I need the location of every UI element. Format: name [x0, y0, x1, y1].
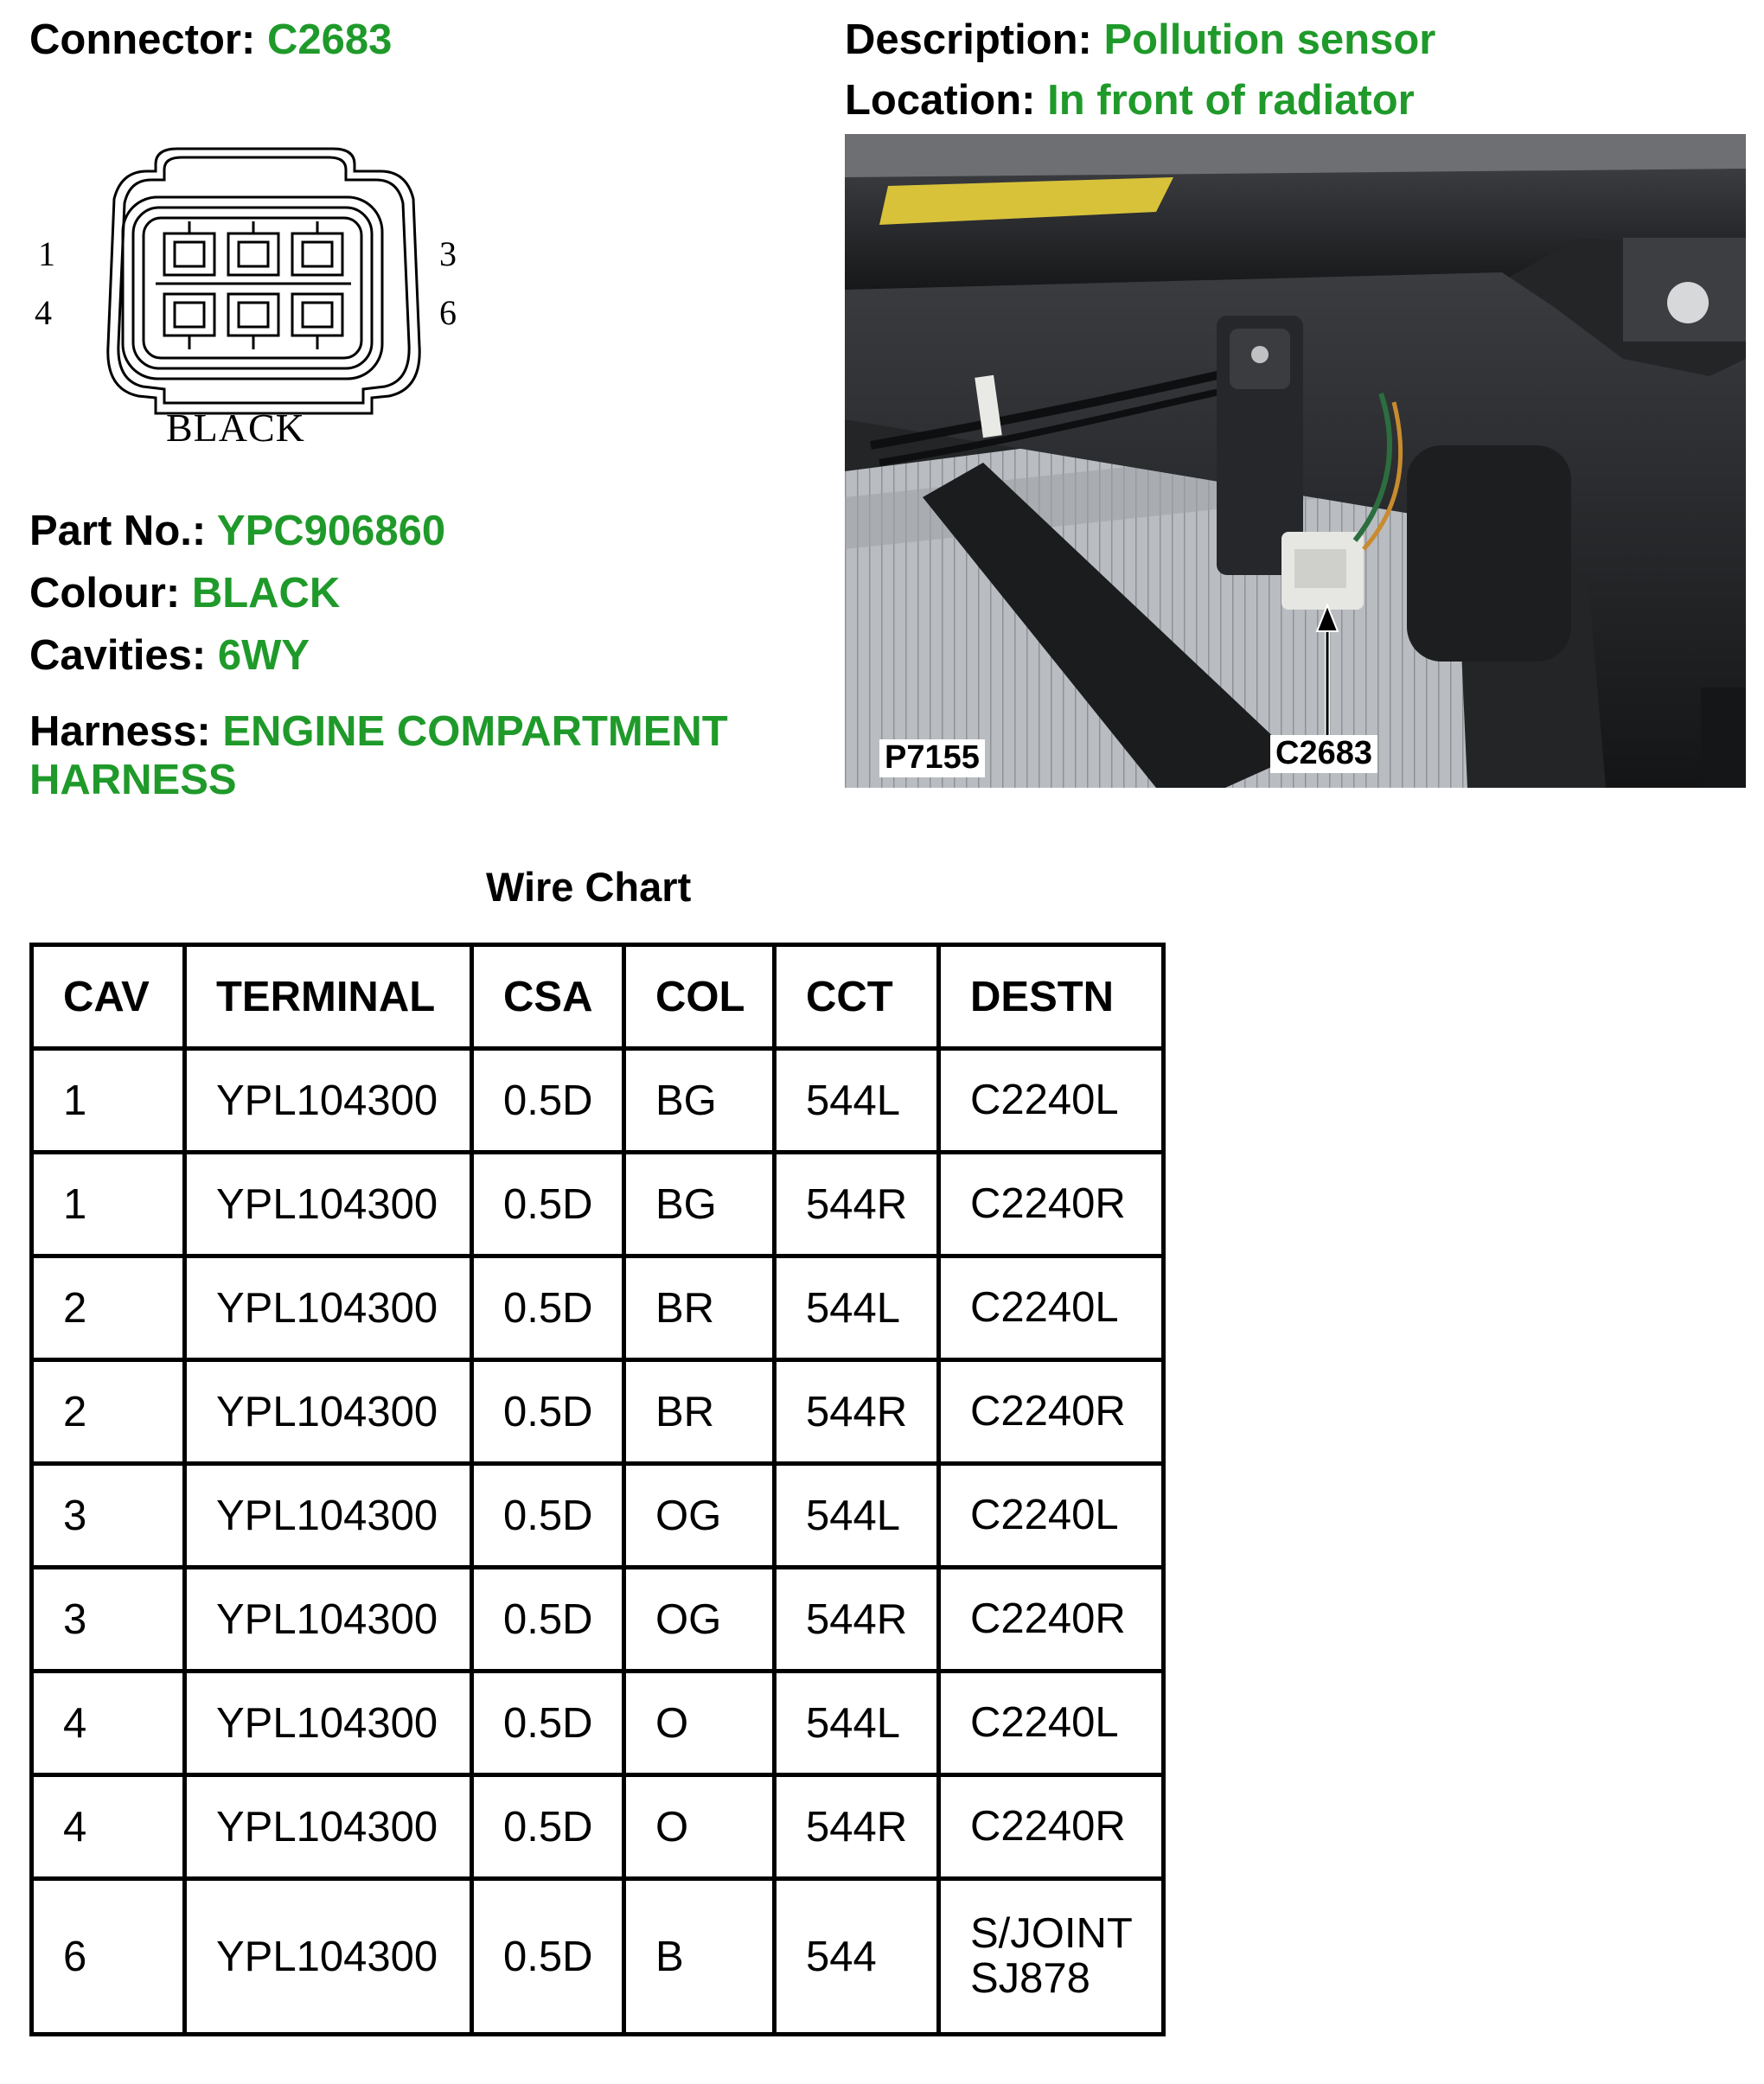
cav-cell: 3: [32, 1464, 185, 1568]
destn-line: C2240L: [970, 1076, 1119, 1123]
csa-cell: 0.5D: [472, 1049, 624, 1153]
column-header: CAV: [32, 945, 185, 1049]
destn-line: C2240R: [970, 1179, 1126, 1227]
csa-cell: 0.5D: [472, 1360, 624, 1464]
table-header-row: [32, 945, 1164, 1049]
table-row: [32, 1049, 1164, 1153]
destn-line: C2240R: [970, 1802, 1126, 1850]
part-no-field: [29, 507, 445, 555]
col-cell: O: [624, 1775, 775, 1879]
cav-cell: 3: [32, 1568, 185, 1672]
cct-cell: 544R: [775, 1568, 939, 1672]
table-row: [32, 1464, 1164, 1568]
csa-cell: 0.5D: [472, 1256, 624, 1360]
cct-cell: 544L: [775, 1672, 939, 1775]
cavities-field: [29, 631, 310, 680]
photo-reference-label: P7155: [879, 739, 985, 777]
destn-cell: [939, 1360, 1164, 1464]
cav-cell: 2: [32, 1360, 185, 1464]
connector-value: C2683: [266, 16, 393, 63]
location-value: In front of radiator: [1047, 77, 1415, 124]
destn-cell: [939, 1049, 1164, 1153]
terminal-cell: YPL104300: [185, 1568, 472, 1672]
pin-label: 1: [38, 234, 55, 273]
wire-chart-title: Wire Chart: [486, 864, 692, 910]
table-row: [32, 1879, 1164, 2035]
cav-cell: 1: [32, 1049, 185, 1153]
col-cell: O: [624, 1672, 775, 1775]
harness-value-line1: ENGINE COMPARTMENT: [222, 708, 728, 755]
connector-label: Connector:: [29, 16, 256, 63]
terminal-cell: YPL104300: [185, 1672, 472, 1775]
col-cell: BR: [624, 1256, 775, 1360]
photo-callout-label: C2683: [1270, 735, 1377, 773]
destn-cell: [939, 1672, 1164, 1775]
cavities-value: 6WY: [217, 632, 310, 679]
cct-cell: 544R: [775, 1153, 939, 1256]
destn-cell: [939, 1464, 1164, 1568]
diagram-colour-label: BLACK: [166, 406, 305, 450]
column-header: CSA: [472, 945, 624, 1049]
destn-cell: [939, 1775, 1164, 1879]
destn-cell: [939, 1153, 1164, 1256]
col-cell: OG: [624, 1568, 775, 1672]
connector-field: [29, 16, 392, 64]
cav-cell: 6: [32, 1879, 185, 2035]
description-value: Pollution sensor: [1103, 16, 1436, 63]
col-cell: BG: [624, 1049, 775, 1153]
location-photo: [845, 134, 1746, 788]
csa-cell: 0.5D: [472, 1775, 624, 1879]
csa-cell: 0.5D: [472, 1672, 624, 1775]
harness-label: Harness:: [29, 708, 211, 755]
csa-cell: 0.5D: [472, 1464, 624, 1568]
location-field: [845, 76, 1415, 125]
cavities-label: Cavities:: [29, 632, 207, 679]
terminal-cell: YPL104300: [185, 1775, 472, 1879]
table-row: [32, 1153, 1164, 1256]
connector-face-icon: [26, 138, 476, 424]
destn-line: C2240L: [970, 1698, 1119, 1746]
colour-label: Colour:: [29, 570, 181, 617]
cct-cell: 544L: [775, 1464, 939, 1568]
table-row: [32, 1775, 1164, 1879]
destn-line: SJ878: [970, 1954, 1090, 2002]
cct-cell: 544L: [775, 1049, 939, 1153]
csa-cell: 0.5D: [472, 1153, 624, 1256]
cav-cell: 4: [32, 1672, 185, 1775]
table-row: [32, 1568, 1164, 1672]
terminal-cell: YPL104300: [185, 1360, 472, 1464]
cct-cell: 544L: [775, 1256, 939, 1360]
destn-line: C2240L: [970, 1491, 1119, 1538]
col-cell: BR: [624, 1360, 775, 1464]
wire-chart-table: [29, 943, 1166, 2036]
col-cell: BG: [624, 1153, 775, 1256]
description-label: Description:: [845, 16, 1092, 63]
harness-value-line2: HARNESS: [29, 757, 237, 803]
cav-cell: 2: [32, 1256, 185, 1360]
table-row: [32, 1256, 1164, 1360]
column-header: TERMINAL: [185, 945, 472, 1049]
cav-cell: 4: [32, 1775, 185, 1879]
destn-cell: [939, 1568, 1164, 1672]
destn-line: C2240L: [970, 1283, 1119, 1331]
destn-line: C2240R: [970, 1595, 1126, 1642]
part-no-label: Part No.:: [29, 508, 207, 554]
cct-cell: 544: [775, 1879, 939, 2035]
destn-line: C2240R: [970, 1387, 1126, 1435]
terminal-cell: YPL104300: [185, 1879, 472, 2035]
table-row: [32, 1672, 1164, 1775]
col-cell: OG: [624, 1464, 775, 1568]
colour-value: BLACK: [191, 570, 341, 617]
destn-line: S/JOINT: [970, 1910, 1133, 1958]
cct-cell: 544R: [775, 1775, 939, 1879]
column-header: DESTN: [939, 945, 1164, 1049]
destn-cell: [939, 1879, 1164, 2035]
location-label: Location:: [845, 77, 1036, 124]
column-header: COL: [624, 945, 775, 1049]
csa-cell: 0.5D: [472, 1879, 624, 2035]
harness-field: [29, 707, 728, 756]
csa-cell: 0.5D: [472, 1568, 624, 1672]
pin-label: 3: [439, 234, 457, 273]
cct-cell: 544R: [775, 1360, 939, 1464]
table-row: [32, 1360, 1164, 1464]
pin-label: 6: [439, 293, 457, 332]
cav-cell: 1: [32, 1153, 185, 1256]
col-cell: B: [624, 1879, 775, 2035]
connector-diagram: [26, 138, 476, 458]
colour-field: [29, 569, 340, 617]
terminal-cell: YPL104300: [185, 1049, 472, 1153]
terminal-cell: YPL104300: [185, 1153, 472, 1256]
engine-bay-photo-icon: [845, 134, 1746, 788]
part-no-value: YPC906860: [216, 508, 446, 554]
description-field: [845, 16, 1435, 64]
pin-label: 4: [35, 293, 52, 332]
column-header: CCT: [775, 945, 939, 1049]
terminal-cell: YPL104300: [185, 1256, 472, 1360]
terminal-cell: YPL104300: [185, 1464, 472, 1568]
destn-cell: [939, 1256, 1164, 1360]
